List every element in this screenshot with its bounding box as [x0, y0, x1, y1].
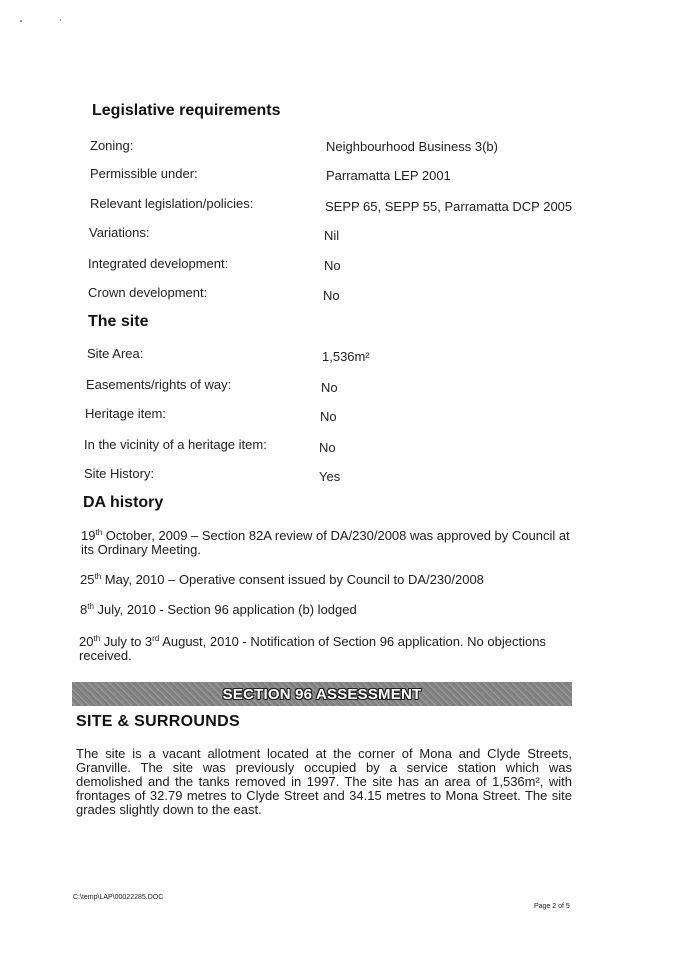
- integrated-label: Integrated development:: [88, 256, 229, 271]
- heritage-value: No: [320, 409, 337, 424]
- permissible-value: Parramatta LEP 2001: [326, 168, 451, 183]
- zoning-value: Neighbourhood Business 3(b): [326, 139, 498, 154]
- site-area-label: Site Area:: [87, 346, 144, 361]
- site-surrounds-heading: SITE & SURROUNDS: [76, 713, 240, 730]
- legislation-value: SEPP 65, SEPP 55, Parramatta DCP 2005: [325, 199, 573, 214]
- site-surrounds-paragraph: The site is a vacant allotment located at the corner of Mona and Clyde Streets, Granville. The site was previously occupied by a service station which was demolished and the tanks removed in 1997. The site has an area of 1,536m², with frontages of 32.79 metres to Clyde Street and 34.15 metres to Mona Street. The site grades slightly down to the east.: [76, 746, 572, 817]
- easements-value: No: [321, 380, 338, 395]
- da-history-entry: 8th July, 2010 - Section 96 application (b) lodged: [80, 602, 357, 617]
- the-site-heading: The site: [88, 313, 149, 330]
- site-area-value: 1,536m²: [322, 349, 370, 364]
- permissible-label: Permissible under:: [90, 166, 198, 181]
- heritage-label: Heritage item:: [85, 406, 166, 421]
- variations-label: Variations:: [89, 225, 150, 240]
- section-banner-title: SECTION 96 ASSESSMENT: [222, 685, 422, 703]
- crown-value: No: [323, 288, 340, 303]
- site-history-label: Site History:: [84, 466, 155, 481]
- crown-label: Crown development:: [88, 285, 208, 300]
- variations-value: Nil: [324, 228, 340, 243]
- legislative-heading: Legislative requirements: [92, 102, 281, 119]
- da-history-heading: DA history: [83, 494, 164, 511]
- da-history-entry: 25th May, 2010 – Operative consent issued by Council to DA/230/2008: [80, 572, 484, 587]
- da-history-entry: 20th July to 3rd August, 2010 - Notification of Section 96 application. No objections received.: [79, 634, 546, 663]
- scan-speck: [20, 20, 22, 22]
- section-banner: [72, 682, 572, 706]
- footer-file-path: C:\temp\LAP\00022285.DOC: [73, 894, 164, 901]
- easements-label: Easements/rights of way:: [86, 377, 232, 392]
- da-history-entry: 19th October, 2009 – Section 82A review of DA/230/2008 was approved by Council at its Ordinary Meeting.: [81, 528, 570, 557]
- site-history-value: Yes: [319, 469, 341, 484]
- footer-page-number: Page 2 of 5: [534, 903, 570, 910]
- heritage-vicinity-label: In the vicinity of a heritage item:: [84, 437, 267, 452]
- scan-speck: [60, 19, 61, 21]
- heritage-vicinity-value: No: [319, 440, 336, 455]
- integrated-value: No: [324, 258, 341, 273]
- zoning-label: Zoning:: [90, 138, 134, 153]
- legislation-label: Relevant legislation/policies:: [90, 196, 254, 211]
